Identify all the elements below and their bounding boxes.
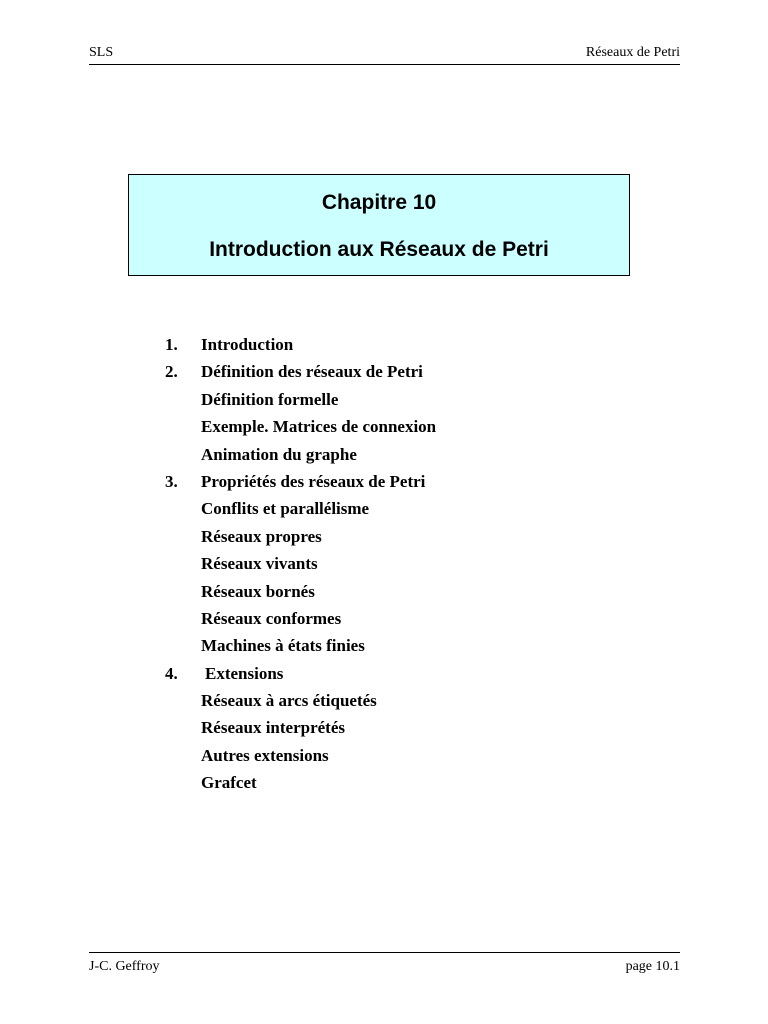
toc-label: Animation du graphe	[201, 444, 357, 464]
toc-section-3	[165, 470, 585, 497]
footer-page-number: page 10.1	[625, 959, 680, 974]
toc-subitem	[165, 607, 585, 634]
toc-subitem	[165, 525, 585, 552]
toc-subitem	[165, 580, 585, 607]
header-course: SLS	[89, 45, 114, 60]
page-header	[89, 42, 680, 65]
toc-label: Réseaux interprétés	[201, 718, 345, 738]
chapter-number: Chapitre 10	[321, 191, 437, 214]
toc-section-1	[165, 333, 585, 360]
toc-subitem	[165, 771, 585, 798]
toc-label: Machines à états finies	[201, 636, 365, 656]
page-footer	[89, 952, 680, 979]
toc-subitem	[165, 497, 585, 524]
toc-subitem	[165, 634, 585, 661]
toc-label: Réseaux propres	[201, 526, 322, 546]
toc-number: 4.	[165, 663, 178, 683]
toc-label: Grafcet	[201, 773, 257, 793]
toc-label: Exemple. Matrices de connexion	[201, 417, 437, 437]
toc-subitem	[165, 552, 585, 579]
toc-subitem	[165, 716, 585, 743]
toc-label: Réseaux vivants	[201, 554, 318, 574]
toc-label: Réseaux à arcs étiquetés	[201, 691, 377, 711]
toc-number: 1.	[165, 335, 178, 354]
toc-number: 2.	[165, 362, 178, 382]
toc-label: Réseaux bornés	[201, 581, 315, 601]
toc-label: Définition formelle	[201, 389, 339, 409]
table-of-contents	[165, 333, 585, 799]
toc-subitem	[165, 415, 585, 442]
toc-label: Conflits et parallélisme	[201, 499, 370, 519]
toc-subitem	[165, 443, 585, 470]
chapter-title-box	[128, 174, 630, 276]
toc-label: Propriétés des réseaux de Petri	[201, 471, 426, 491]
toc-label: Réseaux conformes	[201, 608, 342, 628]
footer-author: J-C. Geffroy	[89, 959, 160, 974]
toc-label: Introduction	[201, 335, 294, 354]
toc-subitem	[165, 388, 585, 415]
chapter-title: Introduction aux Réseaux de Petri	[209, 238, 549, 261]
toc-section-4	[165, 662, 585, 689]
toc-number: 3.	[165, 471, 178, 491]
toc-subitem	[165, 744, 585, 771]
header-subject: Réseaux de Petri	[585, 45, 680, 60]
toc-label: Extensions	[205, 663, 284, 683]
toc-subitem	[165, 689, 585, 716]
toc-label: Autres extensions	[201, 745, 329, 765]
toc-label: Définition des réseaux de Petri	[201, 362, 423, 382]
toc-section-2	[165, 360, 585, 387]
